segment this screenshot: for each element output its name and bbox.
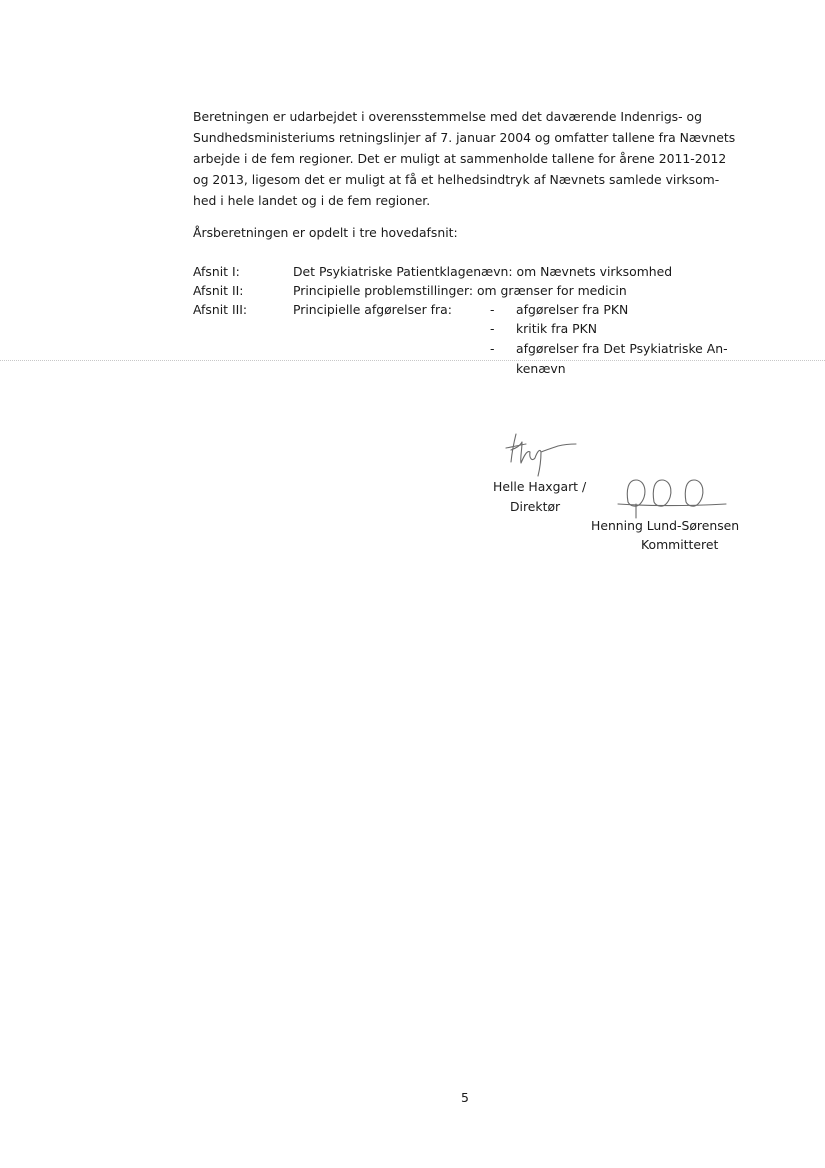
section-label: Afsnit I: [193,264,240,279]
intro-line: arbejde i de fem regioner. Det er muligt at sammenholde tallene for årene 2011-2012 [193,151,727,166]
page-number: 5 [461,1090,469,1105]
bullet-text: kenævn [516,361,566,376]
bullet-text: afgørelser fra Det Psykiatriske An- [516,341,728,356]
bullet-dash: - [490,321,495,336]
section-label: Afsnit III: [193,302,248,317]
section-text: Det Psykiatriske Patientklagenævn: om Nævnets virksomhed [293,264,673,279]
bullet-text: afgørelser fra PKN [516,302,629,317]
signatory-title: Direktør [510,499,561,514]
section-text: Principielle problemstillinger: om grænser for medicin [293,283,627,298]
handwritten-signature-lund-sorensen [608,472,728,522]
signatory-name: Helle Haxgart / [493,479,587,494]
bullet-dash: - [490,302,495,317]
scan-rule [0,360,825,361]
signatory-name: Henning Lund-Sørensen [591,518,740,533]
signatory-title: Kommitteret [641,537,719,552]
intro-line: og 2013, ligesom det er muligt at få et helhedsindtryk af Nævnets samlede virksom- [193,172,720,187]
bullet-text: kritik fra PKN [516,321,597,336]
intro-line: hed i hele landet og i de fem regioner. [193,193,431,208]
structure-intro-text: Årsberetningen er opdelt i tre hovedafsnit: [193,225,458,240]
section-text: Principielle afgørelser fra: [293,302,452,317]
handwritten-signature-haxgart [496,428,586,478]
intro-line: Beretningen er udarbejdet i overensstemmelse med det daværende Indenrigs- og [193,109,702,124]
bullet-dash: - [490,341,495,356]
section-label: Afsnit II: [193,283,244,298]
intro-line: Sundhedsministeriums retningslinjer af 7. januar 2004 og omfatter tallene fra Nævnets [193,130,736,145]
intro-paragraph [193,106,753,211]
structure-intro [193,222,753,243]
